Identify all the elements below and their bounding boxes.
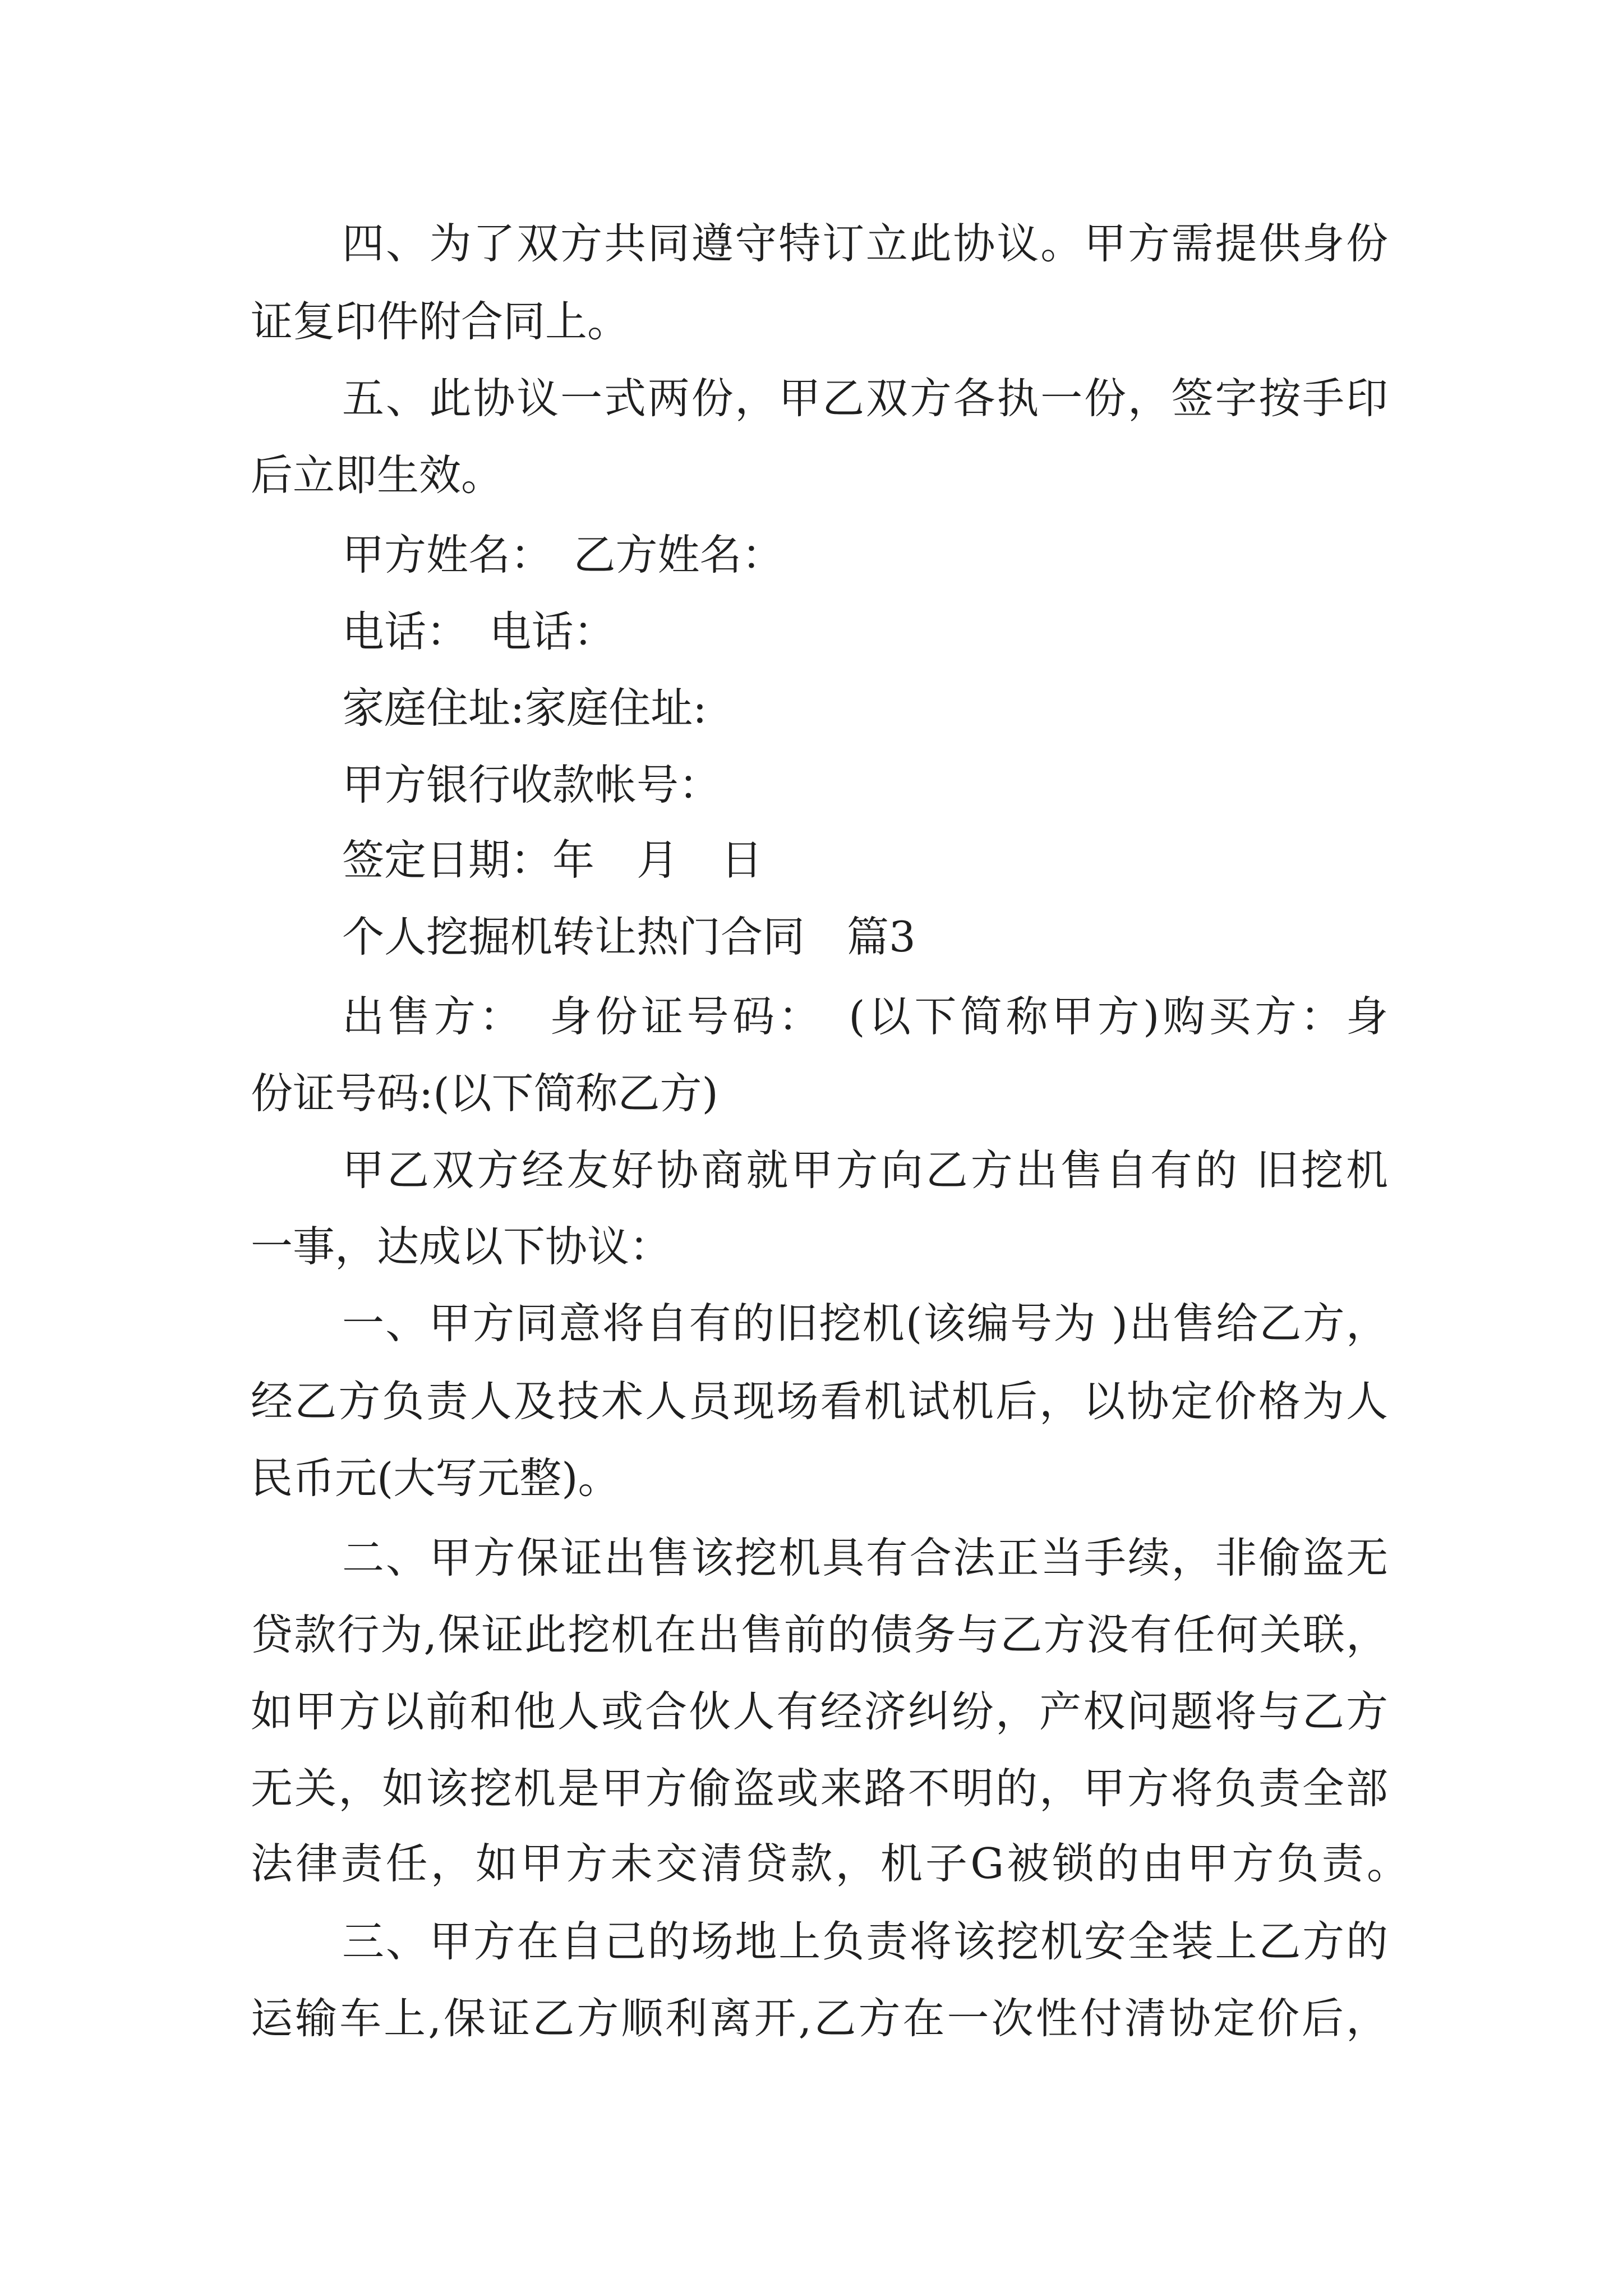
- signature-field-line: 电话： 电话：: [342, 607, 616, 656]
- paragraph-line: 经乙方负责人及技术人员现场看机试机后，以协定价格为人: [251, 1377, 1388, 1426]
- paragraph-line: 一、甲方同意将自有的旧挖机(该编号为 )出售给乙方，: [342, 1299, 1388, 1348]
- paragraph-line: 出售方： 身份证号码： (以下简称甲方)购买方：身: [342, 992, 1388, 1041]
- paragraph-line: 民币元(大写元整)。: [251, 1453, 620, 1503]
- paragraph-line: 证复印件附合同上。: [251, 297, 630, 346]
- paragraph-line: 份证号码:(以下简称乙方): [251, 1069, 718, 1118]
- paragraph-line: 如甲方以前和他人或合伙人有经济纠纷，产权问题将与乙方: [251, 1687, 1388, 1736]
- paragraph-line: 二、甲方保证出售该挖机具有合法正当手续，非偷盗无: [342, 1533, 1388, 1582]
- paragraph-line: 五、此协议一式两份，甲乙双方各执一份，签字按手印: [342, 374, 1388, 423]
- signature-field-line: 甲方姓名： 乙方姓名：: [342, 530, 784, 579]
- paragraph-line: 甲乙双方经友好协商就甲方向乙方出售自有的 旧挖机: [342, 1145, 1388, 1195]
- paragraph-line: 一事，达成以下协议：: [251, 1222, 672, 1271]
- paragraph-line: 四、为了双方共同遵守特订立此协议。甲方需提供身份: [342, 219, 1388, 268]
- signature-field-line: 签定日期：年 月 日: [342, 835, 763, 885]
- signature-field-line: 甲方银行收款帐号：: [342, 760, 721, 809]
- paragraph-line: 三、甲方在自己的场地上负责将该挖机安全装上乙方的: [342, 1917, 1388, 1966]
- paragraph-line: 无关，如该挖机是甲方偷盗或来路不明的，甲方将负责全部: [251, 1764, 1388, 1813]
- paragraph-line: 运输车上,保证乙方顺利离开,乙方在一次性付清协定价后，: [251, 1994, 1388, 2043]
- paragraph-line: 法律责任，如甲方未交清贷款，机子G被锁的由甲方负责。: [251, 1839, 1409, 1888]
- paragraph-line: 后立即生效。: [251, 450, 504, 500]
- signature-field-line: 家庭住址:家庭住址:: [342, 683, 707, 733]
- section-heading: 个人挖掘机转让热门合同 篇3: [342, 912, 916, 961]
- paragraph-line: 贷款行为,保证此挖机在出售前的债务与乙方没有任何关联，: [251, 1610, 1388, 1659]
